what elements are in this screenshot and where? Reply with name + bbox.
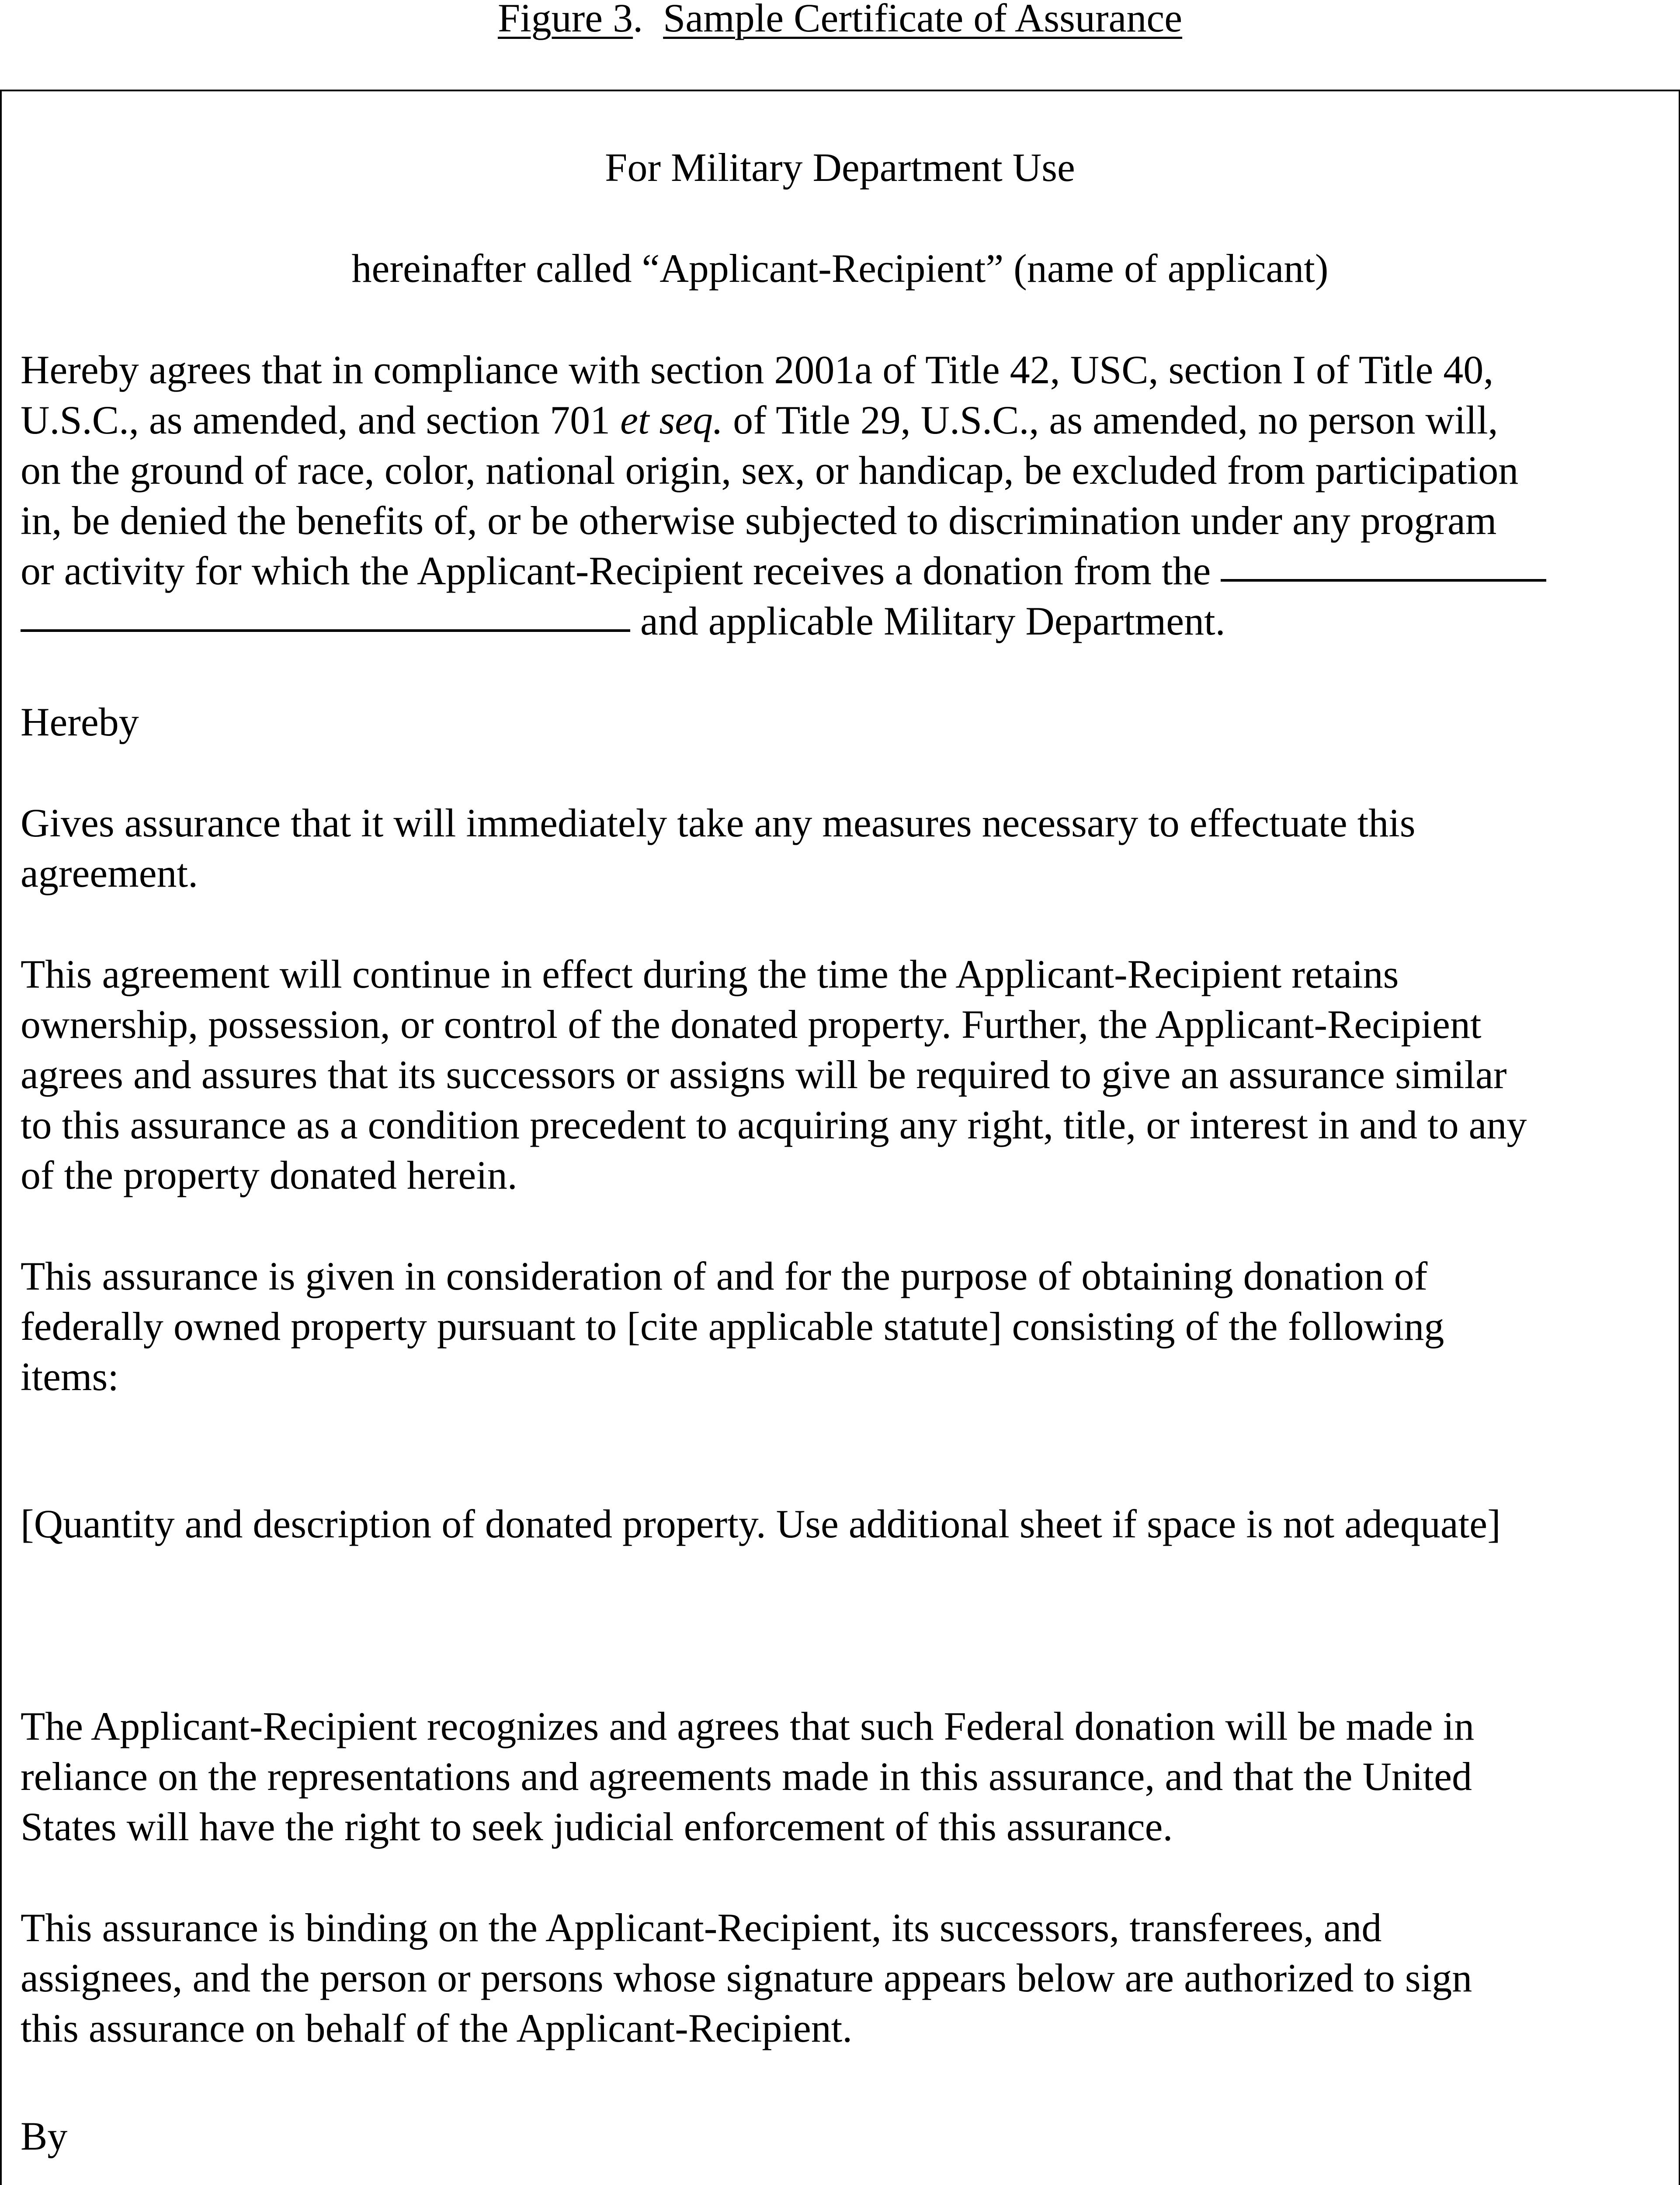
agreement-line-4: in, be denied the benefits of, or be otherwise subjected to discrimination under any program	[21, 498, 1497, 543]
recognizes-line-3: States will have the right to seek judicial enforcement of this assurance.	[21, 1804, 1173, 1849]
continue-line-2: ownership, possession, or control of the donated property. Further, the Applicant-Recipient	[21, 1002, 1482, 1047]
consideration-line-1: This assurance is given in consideration of and for the purpose of obtaining donation of	[21, 1254, 1428, 1298]
agreement-line-2: U.S.C., as amended, and section 701 et seq. of Title 29, U.S.C., as amended, no person will,	[21, 398, 1498, 442]
figure-caption	[0, 0, 1680, 42]
continue-line-4: to this assurance as a condition precedent to acquiring any right, title, or interest in and to any	[21, 1103, 1527, 1147]
continue-line-1: This agreement will continue in effect during the time the Applicant-Recipient retains	[21, 952, 1399, 996]
figure-title: Sample Certificate of Assurance	[663, 0, 1183, 40]
binding-line-1: This assurance is binding on the Applicant-Recipient, its successors, transferees, and	[21, 1905, 1382, 1950]
donor-blank-1	[1221, 579, 1546, 582]
applicant-line: hereinafter called “Applicant-Recipient” (name of applicant)	[351, 246, 1329, 291]
continue-line-3: agrees and assures that its successors or assigns will be required to give an assurance similar	[21, 1052, 1507, 1097]
hereby-line: Hereby	[21, 700, 139, 744]
figure-number: Figure 3	[497, 0, 633, 40]
binding-line-2: assignees, and the person or persons whose signature appears below are authorized to sign	[21, 1956, 1472, 2000]
agreement-line-5: or activity for which the Applicant-Recipient receives a donation from the	[21, 546, 1546, 596]
agreement-line-6: and applicable Military Department.	[21, 596, 1225, 646]
continue-line-5: of the property donated herein.	[21, 1153, 517, 1197]
consideration-line-2: federally owned property pursuant to [cite applicable statute] consisting of the following	[21, 1304, 1444, 1349]
binding-line-3: this assurance on behalf of the Applicant-Recipient.	[21, 2006, 853, 2050]
recognizes-line-1: The Applicant-Recipient recognizes and agrees that such Federal donation will be made in	[21, 1704, 1475, 1748]
gives-line-1: Gives assurance that it will immediately take any measures necessary to effectuate this	[21, 801, 1416, 845]
military-use-heading: For Military Department Use	[605, 145, 1075, 190]
by-line: By	[21, 2114, 68, 2158]
quantity-placeholder: [Quantity and description of donated property. Use additional sheet if space is not adequate]	[21, 1502, 1501, 1546]
agreement-line-1: Hereby agrees that in compliance with section 2001a of Title 42, USC, section I of Title 40,	[21, 347, 1494, 392]
recognizes-line-2: reliance on the representations and agreements made in this assurance, and that the United	[21, 1754, 1472, 1799]
agreement-line-3: on the ground of race, color, national origin, sex, or handicap, be excluded from participation	[21, 448, 1519, 492]
donor-blank-2	[21, 629, 630, 632]
consideration-line-3: items:	[21, 1354, 119, 1399]
figure-separator: .	[633, 0, 643, 40]
gives-line-2: agreement.	[21, 851, 198, 895]
